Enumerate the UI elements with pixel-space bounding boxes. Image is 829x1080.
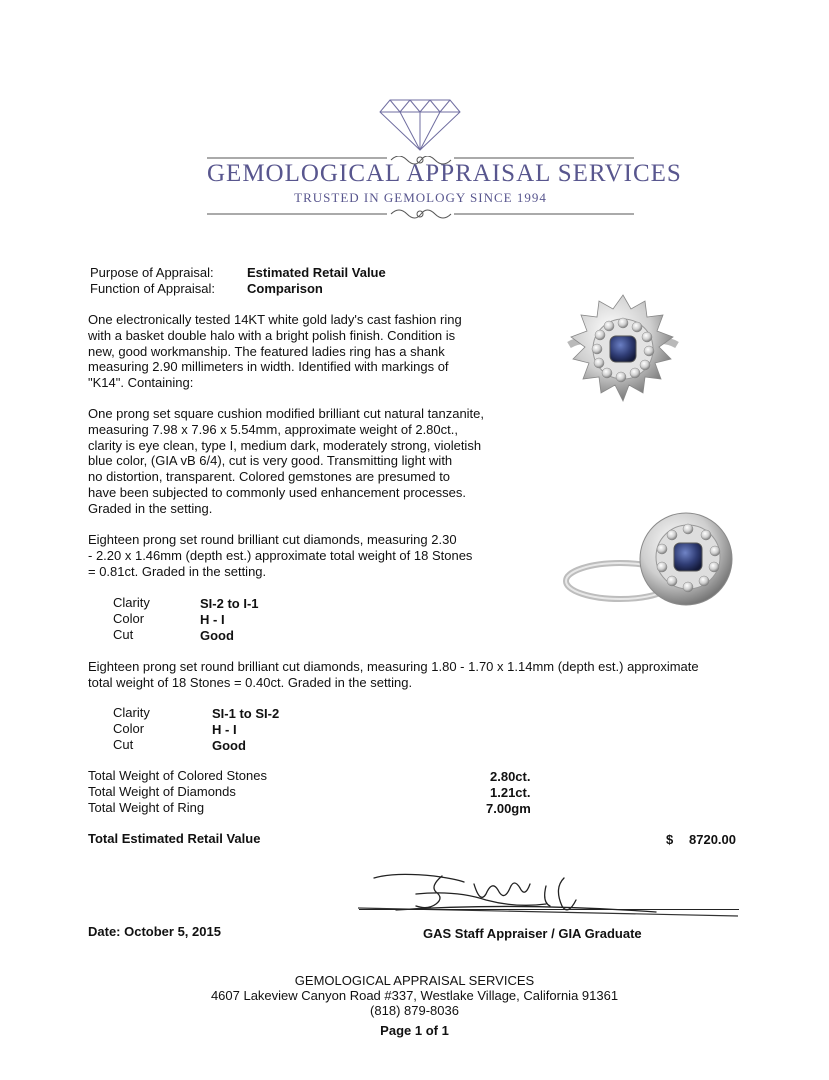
diamonds-group-1-description: Eighteen prong set round brilliant cut diamonds, measuring 2.30 - 2.20 x 1.46mm (depth est.) approximate total weight of 18 Stones = 0.81ct. Graded in the setting. xyxy=(88,532,473,579)
grade2-cut-value: Good xyxy=(212,738,246,753)
grade2-color-label: Color xyxy=(113,721,145,736)
grade1-color-value: H - I xyxy=(200,612,225,627)
grade2-clarity-value: SI-1 to SI-2 xyxy=(212,706,280,721)
page-number: Page 1 of 1 xyxy=(380,1023,449,1038)
retail-amount: 8720.00 xyxy=(689,832,736,847)
diamond-logo-icon xyxy=(378,92,462,156)
grade2-cut-label: Cut xyxy=(113,737,134,752)
total-diamonds-value: 1.21ct. xyxy=(490,785,531,800)
function-label: Function of Appraisal: xyxy=(90,281,216,296)
total-ring-value: 7.00gm xyxy=(486,801,531,816)
retail-currency: $ xyxy=(666,832,674,847)
ring-top-view-photo xyxy=(565,293,681,417)
signature-line xyxy=(359,909,739,910)
grade1-clarity-label: Clarity xyxy=(113,595,150,610)
company-tagline: TRUSTED IN GEMOLOGY SINCE 1994 xyxy=(294,190,547,205)
total-colored-stones-value: 2.80ct. xyxy=(490,769,531,784)
purpose-label: Purpose of Appraisal: xyxy=(90,265,214,280)
appraiser-signature xyxy=(356,864,740,922)
footer-company: GEMOLOGICAL APPRAISAL SERVICES xyxy=(294,973,535,988)
grade2-color-value: H - I xyxy=(212,722,237,737)
grade1-clarity-value: SI-2 to I-1 xyxy=(200,596,259,611)
total-diamonds-label: Total Weight of Diamonds xyxy=(88,784,236,799)
grade1-cut-value: Good xyxy=(200,628,234,643)
ring-side-view-photo xyxy=(560,505,735,623)
footer-phone: (818) 879-8036 xyxy=(370,1003,459,1018)
retail-value-label: Total Estimated Retail Value xyxy=(88,831,261,846)
total-colored-stones-label: Total Weight of Colored Stones xyxy=(88,768,267,783)
company-title: GEMOLOGICAL APPRAISAL SERVICES xyxy=(207,160,682,187)
purpose-value: Estimated Retail Value xyxy=(247,265,386,280)
appraisal-date: Date: October 5, 2015 xyxy=(88,924,221,939)
tanzanite-description: One prong set square cushion modified brilliant cut natural tanzanite, measuring 7.98 x 7.96 x 5.54mm, approximate weight of 2.80ct., clarity is eye clean, type I, medium dark, moderately strong, violetish blue color, (GIA vB 6/4), cut is very good. Transmitting light with no distortion, transparent. Colored gemstones are presumed to have been subjected to commonly used enhancement processes. Graded in the setting. xyxy=(88,406,485,516)
grade1-color-label: Color xyxy=(113,611,145,626)
total-ring-label: Total Weight of Ring xyxy=(88,800,205,815)
header-ornament-bottom xyxy=(207,206,634,222)
footer-address: 4607 Lakeview Canyon Road #337, Westlake Village, California 91361 xyxy=(210,988,619,1003)
diamonds-group-2-description: Eighteen prong set round brilliant cut diamonds, measuring 1.80 - 1.70 x 1.14mm (depth est.) approximate total weight of 18 Stones = 0.40ct. Graded in the setting. xyxy=(88,659,699,690)
grade2-clarity-label: Clarity xyxy=(113,705,150,720)
function-value: Comparison xyxy=(247,281,323,296)
grade1-cut-label: Cut xyxy=(113,627,134,642)
signature-caption: GAS Staff Appraiser / GIA Graduate xyxy=(423,926,642,941)
ring-description: One electronically tested 14KT white gold lady's cast fashion ring with a basket double halo with a bright polish finish. Condition is new, good workmanship. The featured ladies ring has a shank measuring 2.90 millimeters in width. Identified with markings of "K14". Containing: xyxy=(88,312,462,391)
